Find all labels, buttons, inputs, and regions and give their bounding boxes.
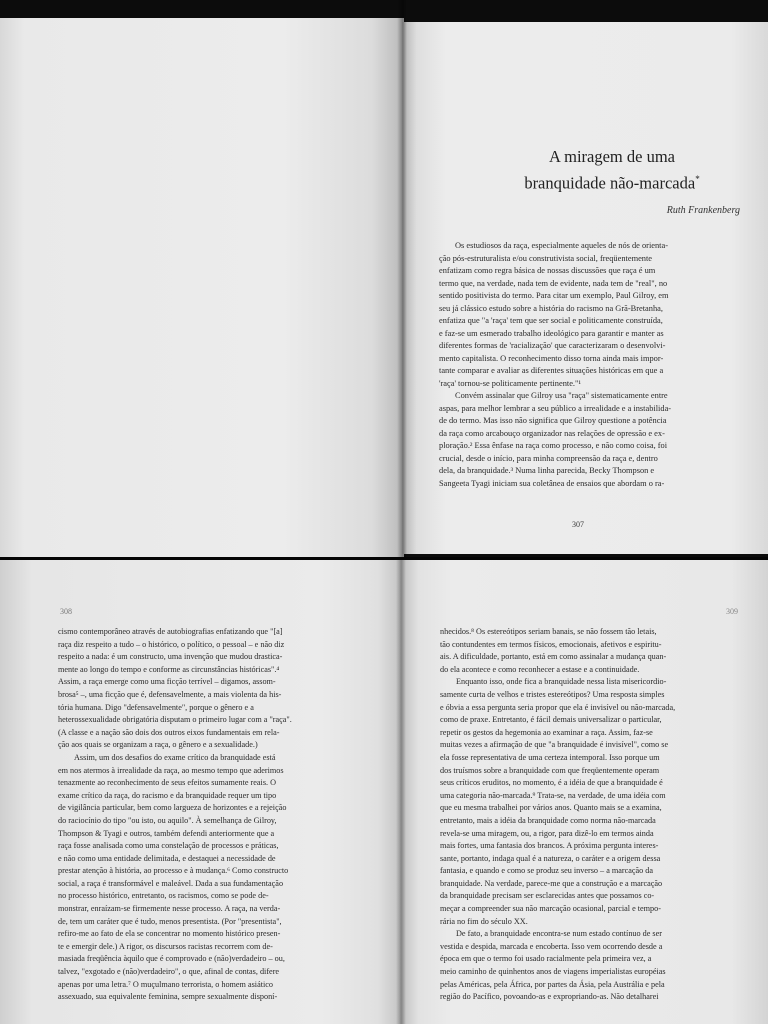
page-307: [402, 22, 768, 554]
text-line: fantasia, e quando e como se produz seu inverso – a marcação da: [440, 866, 654, 876]
text-line: prestar atenção à história, ao processo e à mudança.⁶ Como constructo: [58, 866, 289, 876]
text-line: aspas, para melhor lembrar a seu público a irrealidade e a instabilida-: [439, 403, 672, 413]
chapter-title-line-2: [482, 168, 742, 195]
page-308: [0, 560, 402, 1024]
gutter-shadow: [396, 560, 406, 1024]
text-line: Sangeeta Tyagi iniciam sua coletânea de ensaios que abordam o ra-: [439, 478, 665, 488]
text-line: de vigilância particular, bem como largueza de horizontes e a rejeição: [58, 803, 287, 813]
page-309: [400, 560, 768, 1024]
blank-left-page: [0, 18, 404, 558]
text-line: como de praxe. Entretanto, é fácil demais universalizar o particular,: [440, 715, 662, 725]
text-line: tante comparar e avaliar as diferentes situações históricas em que a: [439, 366, 664, 375]
page-number: 308: [60, 607, 72, 616]
text-line: época em que o termo foi usado racialmente pela primeira vez, a: [440, 954, 652, 964]
text-line: monstrar, enraízam-se firmemente nesse processo. A raça, na verda-: [58, 904, 281, 914]
text-line: e não como uma entidade delimitada, e destaquei a necessidade de: [58, 853, 276, 863]
text-line: 'raça' tornou-se politicamente pertinente."¹: [439, 378, 581, 388]
bottom-book-spread: [0, 560, 768, 1024]
text-line: brosa⁵ –, uma ficção que é, defensavelmente, a mais violenta da his-: [58, 689, 282, 699]
text-line: Enquanto isso, onde fica a branquidade nessa lista misericordio-: [456, 677, 667, 687]
text-line: assexuado, sua equivalente feminina, sempre sexualmente disponí-: [58, 992, 278, 1002]
text-line: dela, da branquidade.³ Numa linha parecida, Becky Thompson e: [439, 466, 655, 475]
text-line: que eu mesma trabalhei por vários anos. Quanto mais se a examina,: [440, 803, 662, 813]
text-line: da branquidade precisam ser esclarecidas antes que possamos co-: [440, 891, 655, 901]
text-line: repetir os gestos da hegemonia ao examinar a raça. Assim, faz-se: [440, 727, 653, 737]
text-line: mente ao longo do tempo e conforme as circunstâncias históricas".⁴: [58, 664, 280, 674]
text-line: da raça como arcabouço organizador nas relações de opressão e ex-: [439, 428, 665, 438]
text-line: ela fosse representativa de uma certeza intemporal. Isso porque um: [440, 752, 660, 762]
text-line: crucial, desde o início, para minha compreensão da raça e, dentro: [439, 453, 658, 463]
text-line: mais fortes, uma fantasia dos brancos. A próxima pergunta interes-: [440, 841, 659, 851]
text-line: Assim, um dos desafios do exame crítico da branquidade está: [74, 752, 276, 762]
text-line: de, tem um caráter que é tudo, menos presentista. (Por "presentista",: [58, 916, 282, 926]
text-line: rária no fim do século XX.: [440, 916, 528, 926]
text-line: seu já clássico estudo sobre a história do racismo na Grã-Bretanha,: [439, 303, 663, 313]
page-number: 309: [726, 607, 738, 616]
body-text: [439, 240, 747, 490]
chapter-title-line-2-text: branquidade não-marcada: [524, 173, 696, 193]
text-line: talvez, "exgotado e (não)verdadeiro", o que, afinal de contas, difere: [58, 967, 280, 977]
text-line: te e emergir dele.) A rigor, os discursos racistas recorrem com de-: [58, 941, 273, 951]
text-line: enfatiza que "a 'raça' tem que ser social e politicamente construída,: [439, 316, 663, 325]
text-line: masiada freqüência àquilo que é comprovado e (não)verdadeiro – ou,: [58, 954, 285, 964]
text-line: tão contundentes em termos físicos, emocionais, afetivos e espiritu-: [440, 639, 662, 649]
text-line: e óbvia a essa pergunta seria propor que ela é invisível ou não-marcada,: [440, 702, 676, 712]
text-line: no processo histórico, entretanto, os racismos, como se pode de-: [58, 891, 269, 901]
text-line: seus críticos eruditos, no momento, é a idéia de que a branquidade é: [440, 778, 663, 788]
text-line: termo que, na verdade, nada tem de evidente, nada tem de "real", no: [439, 278, 668, 288]
text-line: (A classe e a nação são dois dos outros eixos fundamentais em rela-: [58, 727, 280, 737]
text-line: refiro-me ao fato de ela se concentrar no momento histórico presen-: [58, 929, 281, 939]
text-line: do ela acontece e como reconhecer a estase e a continuidade.: [440, 664, 640, 674]
text-line: respeito a nada: é um constructo, uma invenção que mudou drastica-: [58, 652, 283, 662]
text-line: diferentes formas de 'racialização' que caracterizaram o desenvolvi-: [439, 341, 666, 350]
text-line: ção aos quais se organizam a raça, o gênero e a sexualidade.): [58, 740, 258, 750]
text-line: revela-se uma miragem, ou, a rigor, para dizê-lo em termos ainda: [440, 828, 654, 838]
text-line: social, a raça é transformável e maleável. Dada a sua fundamentação: [58, 878, 284, 888]
text-line: mento capitalista. O reconhecimento disso torna ainda mais impor-: [439, 353, 664, 363]
title-footnote-marker: *: [695, 174, 700, 184]
text-line: meçar a compreender sua não marcação ocasional, parcial e tempo-: [440, 904, 661, 914]
text-line: muitas vezes a afirmação de que "a branquidade é invisível", como se: [440, 740, 669, 750]
chapter-title-line-1: A miragem de uma: [548, 147, 675, 166]
text-line: heterossexualidade obrigatória disputam o primeiro lugar com a "raça".: [58, 715, 292, 725]
text-line: raça fosse analisada como uma constelação de processos e práticas,: [58, 841, 279, 851]
text-line: ploração.² Essa ênfase na raça como processo, e não como coisa, foi: [439, 441, 668, 450]
text-line: vestida e despida, marcada e encoberta. Isso vem ocorrendo desde a: [440, 941, 663, 951]
text-line: cismo contemporâneo através de autobiografias enfatizando que "[a]: [58, 627, 283, 636]
text-line: enfatizam como regra básica de nossas discussões que raça é um: [439, 266, 656, 275]
text-line: uma categoria não-marcada.⁹ Trata-se, na verdade, de uma idéia com: [440, 790, 666, 800]
text-line: nhecidos.⁸ Os estereótipos seriam banais, se não fossem tão letais,: [440, 627, 657, 636]
gutter-shadow: [397, 0, 407, 560]
text-line: sante, portanto, indaga qual é a natureza, o caráter e a origem dessa: [440, 853, 661, 863]
text-line: tória humana. Digo "defensavelmente", porque o gênero e a: [58, 702, 254, 712]
text-line: Thompson & Tyagi e outros, também defendi anteriormente que a: [58, 828, 275, 838]
text-line: ais. A dificuldade, portanto, está em como assinalar a mudança quan-: [440, 652, 667, 662]
text-line: Os estudiosos da raça, especialmente aqueles de nós de orienta-: [455, 241, 669, 250]
text-line: do raciocínio do tipo "ou isto, ou aquilo". À semelhança de Gilroy,: [58, 815, 277, 825]
text-line: Assim, a raça emerge como uma ficção terrível – digamos, assom-: [58, 677, 276, 687]
text-line: meio caminho de quinhentos anos de viagens imperialistas européias: [440, 967, 666, 977]
text-line: tenazmente ao reconhecimento de seus efeitos sumamente reais. O: [58, 778, 277, 788]
author-name: Ruth Frankenberg: [666, 205, 740, 216]
text-line: dos truísmos sobre a branquidade com que freqüentemente operam: [440, 765, 660, 775]
text-line: samente curta de velhos e tristes estereótipos? Uma resposta simples: [440, 689, 665, 699]
chapter-title: [482, 146, 742, 195]
text-line: exame crítico da raça, do racismo e da branquidade requer um tipo: [58, 790, 277, 800]
text-line: entretanto, mais a idéia da branquidade como norma não-marcada: [440, 815, 656, 825]
text-line: em nos atermos à irrealidade da raça, ao mesmo tempo que aderimos: [58, 765, 284, 775]
body-text: [440, 626, 750, 1004]
page-number: 307: [572, 520, 584, 529]
text-line: raça diz respeito a tudo – o histórico, o político, o pessoal – e não diz: [58, 639, 285, 649]
text-line: pelas Américas, pela África, por partes da Ásia, pela Austrália e pela: [440, 979, 665, 989]
text-line: sentido positivista do termo. Para citar um exemplo, Paul Gilroy, em: [439, 291, 669, 300]
text-line: região do Pacífico, povoando-as e expropriando-as. Não detalharei: [440, 992, 659, 1002]
text-line: branquidade. Na verdade, parece-me que a construção e a marcação: [440, 878, 663, 888]
body-text: [58, 626, 380, 1004]
text-line: e faz-se um esmerado trabalho ideológico para garantir e manter as: [439, 328, 664, 338]
text-line: apenas por uma letra.⁷ O muçulmano terrorista, o homem asiático: [58, 979, 273, 989]
text-line: De fato, a branquidade encontra-se num estado contínuo de ser: [456, 929, 662, 939]
text-line: ção pós-estruturalista e/ou construtivista social, freqüentemente: [439, 253, 653, 263]
text-line: de do termo. Mas isso não significa que Gilroy questione a potência: [439, 416, 667, 425]
text-line: Convém assinalar que Gilroy usa "raça" sistematicamente entre: [455, 391, 668, 400]
